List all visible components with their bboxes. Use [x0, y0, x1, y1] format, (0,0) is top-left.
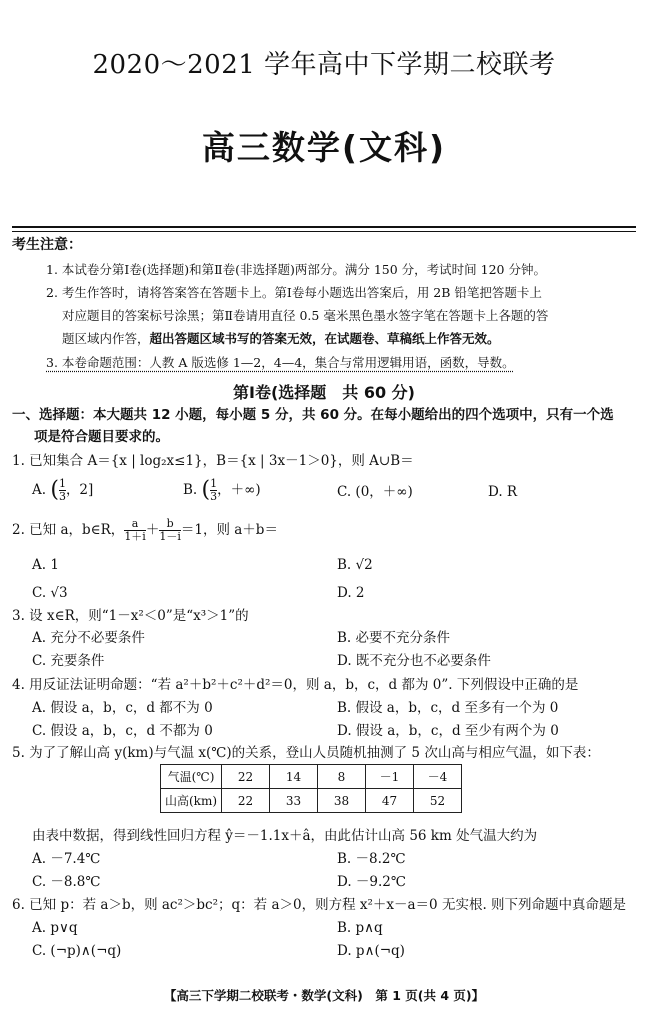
table-cell: －1: [366, 765, 414, 789]
table-cell: 52: [414, 789, 462, 813]
table-cell: 22: [222, 765, 270, 789]
question-2-option-d: D. 2: [337, 585, 365, 601]
question-4-stem: 4. 用反证法证明命题：“若 a²＋b²＋c²＋d²＝0，则 a，b，c，d 都为 0”. 下列假设中正确的是: [12, 677, 579, 693]
table-cell: －4: [414, 765, 462, 789]
notice-item-2-line-2: 对应题目的答案标号涂黑；第Ⅱ卷请用直径 0.5 毫米黑色墨水签字笔在答题卡上各题的答: [62, 308, 549, 323]
subject-title: 高三数学(文科): [201, 128, 447, 167]
q2-plus: ＋: [145, 522, 160, 538]
q1-b-rest: ，＋∞): [217, 482, 261, 498]
question-1-stem: 1. 已知集合 A＝{x | log₂x≤1}，B＝{x | 3x－1＞0}，则 A∪B＝: [12, 453, 414, 469]
question-6-option-d: D. p∧(¬q): [337, 943, 405, 959]
question-2-option-c: C. √3: [32, 585, 68, 601]
question-5-option-c: C. －8.8℃: [32, 874, 101, 890]
question-5-table: [160, 764, 462, 813]
q1-a-den: 3: [58, 490, 66, 503]
divider-thin: [12, 231, 636, 232]
q1-a-label: A.: [32, 482, 47, 498]
notice-title: 考生注意：: [12, 237, 82, 253]
question-2-stem: [12, 518, 638, 543]
q2-f2-den: 1－i: [159, 530, 181, 543]
table-row: [161, 789, 462, 813]
question-4-option-a: A. 假设 a，b，c，d 都不为 0: [32, 700, 213, 716]
question-3-option-a: A. 充分不必要条件: [32, 630, 145, 646]
notice-item-3: [46, 351, 638, 374]
table-cell: 14: [270, 765, 318, 789]
notice-item-2-line-3-plain: 题区域内作答，: [62, 331, 150, 346]
q1-b-label: B.: [183, 482, 198, 498]
notice-emphasis: 超出答题区域书写的答案无效，在试题卷、草稿纸上作答无效。: [149, 331, 500, 346]
question-4-option-b: B. 假设 a，b，c，d 至多有一个为 0: [337, 700, 559, 716]
question-5-option-a: A. －7.4℃: [32, 851, 101, 867]
q1-a-rest: ，2]: [65, 482, 94, 498]
q1-b-num: 1: [210, 477, 218, 490]
question-2-option-a: A. 1: [32, 557, 59, 573]
q1-a-left-paren: (: [50, 477, 59, 503]
question-5-stem: 5. 为了了解山高 y(km)与气温 x(℃)的关系，登山人员随机抽测了 5 次山高与相应气温，如下表：: [12, 745, 600, 761]
question-1-option-c: C. (0，＋∞): [337, 484, 413, 500]
question-4-option-d: D. 假设 a，b，c，d 至少有两个为 0: [337, 723, 559, 739]
question-5-option-b: B. －8.2℃: [337, 851, 406, 867]
section-instruction-line-2: 项是符合题目要求的。: [34, 429, 169, 445]
q2-fraction-1: [124, 518, 146, 543]
q2-post: ＝1，则 a＋b＝: [180, 522, 278, 538]
q2-f1-num: a: [131, 517, 139, 530]
notice-item-2-line-1: 2. 考生作答时，请将答案答在答题卡上。第Ⅰ卷每小题选出答案后，用 2B 铅笔把答题卡上: [46, 285, 542, 300]
question-3-option-d: D. 既不充分也不必要条件: [337, 653, 491, 669]
table-cell: 38: [318, 789, 366, 813]
exam-title: 2020～2021 学年高中下学期二校联考: [92, 50, 556, 80]
q2-pre: 2. 已知 a，b∈R，: [12, 522, 125, 538]
table-cell: 山高(km): [161, 789, 222, 813]
q2-fraction-2: [159, 518, 181, 543]
question-3-option-c: C. 充要条件: [32, 653, 105, 669]
table-cell: 22: [222, 789, 270, 813]
q2-f2-num: b: [166, 517, 174, 530]
table-cell: 33: [270, 789, 318, 813]
question-2-option-b: B. √2: [337, 557, 373, 573]
question-1-option-d: D. R: [488, 484, 518, 500]
question-3-stem: 3. 设 x∈R，则“1－x²＜0”是“x³＞1”的: [12, 608, 249, 624]
notice-item-3-text: 3. 本卷命题范围：人教 A 版选修 1—2，4—4，集合与常用逻辑用语，函数，导数。: [46, 355, 515, 370]
q1-a-num: 1: [58, 477, 66, 490]
question-6-option-b: B. p∧q: [337, 920, 383, 936]
notice-item-1: 1. 本试卷分第Ⅰ卷(选择题)和第Ⅱ卷(非选择题)两部分。满分 150 分，考试时间 120 分钟。: [46, 262, 546, 277]
question-1-option-a: [32, 478, 93, 503]
question-6-option-a: A. p∨q: [32, 920, 78, 936]
table-cell: 气温(℃): [161, 765, 222, 789]
q1-b-left-paren: (: [201, 477, 211, 503]
question-1-option-b: [183, 478, 261, 503]
q1-a-fraction: [59, 478, 66, 503]
section-instruction-line-1: 一、选择题：本大题共 12 小题，每小题 5 分，共 60 分。在每小题给出的四个选项中，只有一个选: [12, 407, 614, 423]
q1-b-den: 3: [210, 490, 218, 503]
question-6-option-c: C. (¬p)∧(¬q): [32, 943, 122, 959]
table-cell: 8: [318, 765, 366, 789]
table-cell: 47: [366, 789, 414, 813]
question-5-stem-2: 由表中数据，得到线性回归方程 ŷ＝－1.1x＋â，由此估计山高 56 km 处气温大约为: [32, 828, 538, 844]
section-title: 第Ⅰ卷(选择题 共 60 分): [233, 383, 415, 402]
page-footer: 【高三下学期二校联考・数学(文科) 第 1 页(共 4 页)】: [163, 988, 485, 1003]
question-4-option-c: C. 假设 a，b，c，d 不都为 0: [32, 723, 213, 739]
question-3-option-b: B. 必要不充分条件: [337, 630, 451, 646]
q2-f1-den: 1＋i: [124, 530, 146, 543]
divider-thick: [12, 226, 636, 228]
table-row: [161, 765, 462, 789]
notice-item-2-line-3: [62, 327, 638, 350]
question-5-option-d: D. －9.2℃: [337, 874, 406, 890]
question-6-stem: 6. 已知 p：若 a＞b，则 ac²＞bc²；q：若 a＞0，则方程 x²＋x－a＝0 无实根. 则下列命题中真命题是: [12, 897, 627, 913]
